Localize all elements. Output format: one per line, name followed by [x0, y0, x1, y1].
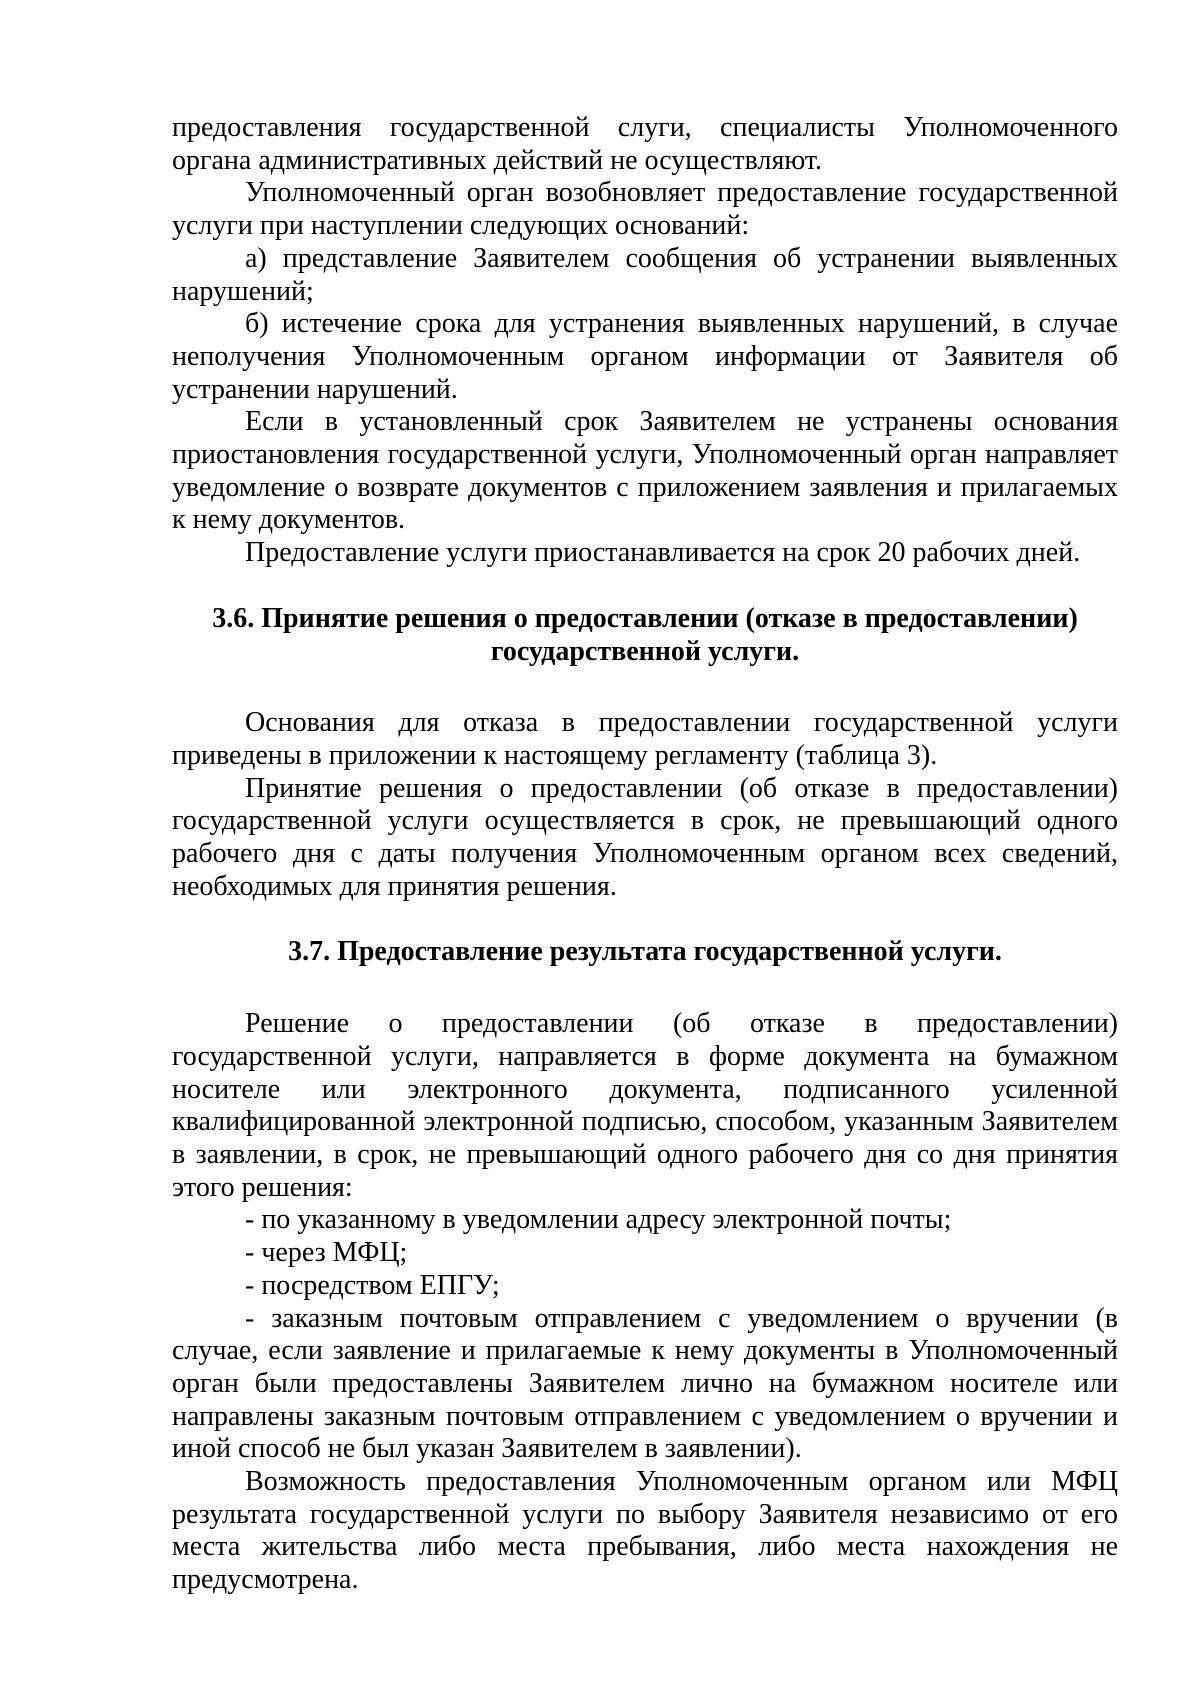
document-page [172, 112, 1118, 1597]
paragraph: Основания для отказа в предоставлении государственной услуги приведены в приложении к настоящему регламенту (таблица 3). [172, 707, 1118, 771]
paragraph: Предоставление услуги приостанавливается на срок 20 рабочих дней. [245, 537, 1081, 569]
paragraph: предоставления государственной слуги, специалисты Уполномоченного органа административных действий не осуществляют. [172, 112, 1118, 176]
paragraph: Решение о предоставлении (об отказе в предоставлении) государственной услуги, направляется в форме документа на бумажном носителе или электронного документа, подписанного усиленной квалифицированной электронной подписью, способом, указанным Заявителем в заявлении, в срок, не превышающий одного рабочего дня со дня принятия этого решения: [172, 1008, 1118, 1203]
list-item: - заказным почтовым отправлением с уведомлением о вручении (в случае, если заявление и прилагаемые к нему документы в Уполномоченный орган были предоставлены Заявителем лично на бумажном носителе или направлены заказным почтовым отправлением с уведомлением о вручении и иной способ не был указан Заявителем в заявлении). [172, 1302, 1118, 1465]
paragraph: Если в установленный срок Заявителем не устранены основания приостановления государственной услуги, Уполномоченный орган направляет уведомление о возврате документов с приложением заявления и прилагаемых к нему документов. [172, 406, 1118, 536]
paragraph: Принятие решения о предоставлении (об отказе в предоставлении) государственной услуги осуществляется в срок, не превышающий одного рабочего дня с даты получения Уполномоченным органом всех сведений, необходимых для принятия решения. [172, 772, 1118, 902]
section-3-7-body [172, 1008, 1118, 1597]
paragraph: Уполномоченный орган возобновляет предоставление государственной услуги при наступлении следующих оснований: [172, 177, 1118, 242]
list-item: - через МФЦ; [245, 1237, 408, 1269]
list-item: - посредством ЕПГУ; [245, 1269, 500, 1301]
paragraph: а) представление Заявителем сообщения об устранении выявленных нарушений; [172, 242, 1118, 307]
section-heading-3-7: 3.7. Предоставление результата государственной услуги. [288, 936, 1002, 968]
section-heading-3-6: 3.6. Принятие решения о предоставлении (отказе в предоставлении) государственной услуги. [212, 602, 1078, 667]
paragraph: Возможность предоставления Уполномоченным органом или МФЦ результата государственной услуги по выбору Заявителя независимо от его места жительства либо места пребывания, либо места нахождения не предусмотрена. [172, 1466, 1118, 1596]
list-item: - по указанному в уведомлении адресу электронной почты; [245, 1204, 952, 1236]
paragraph: б) истечение срока для устранения выявленных нарушений, в случае неполучения Уполномоченным органом информации от Заявителя об устранении нарушений. [172, 308, 1118, 405]
section-3-6-body [172, 707, 1118, 903]
